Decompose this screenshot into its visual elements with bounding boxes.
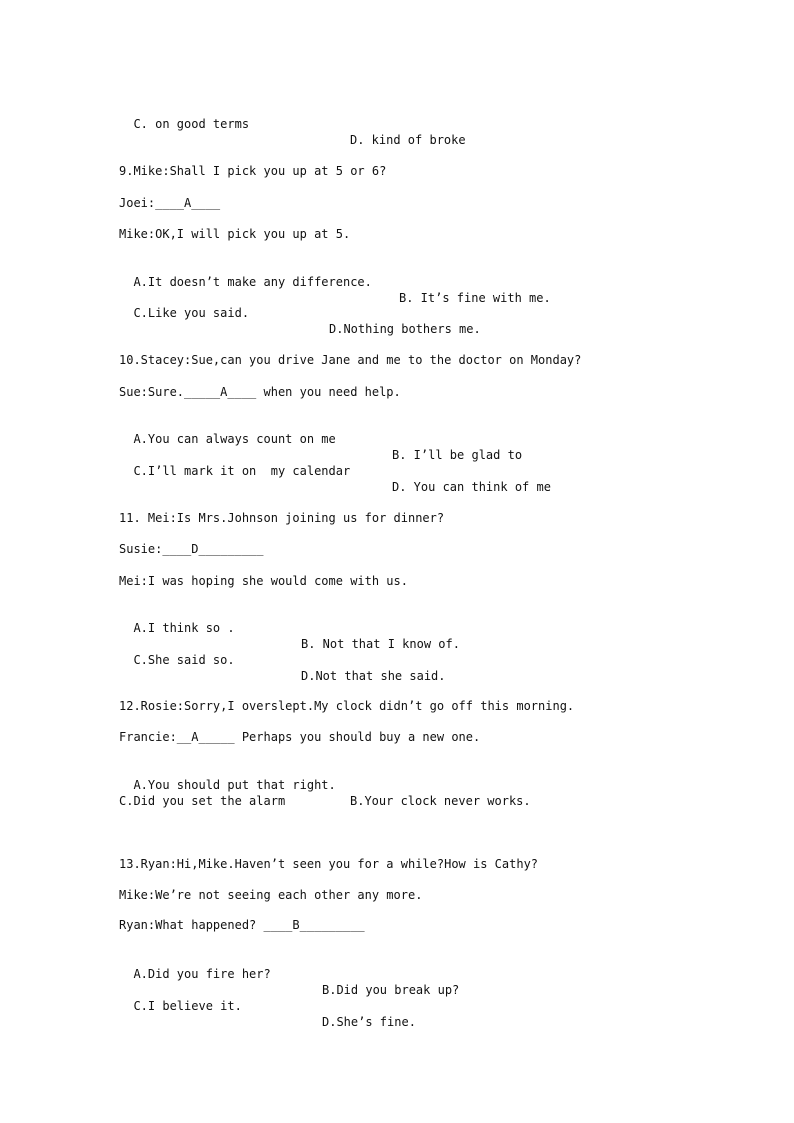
q11-option-a: A.I think so . (133, 621, 235, 635)
q10-answer-line: Sue:Sure._____A____ when you need help. (119, 385, 401, 399)
q9-follow-up: Mike:OK,I will pick you up at 5. (119, 227, 351, 241)
q10-option-c: C.I’ll mark it on my calendar (133, 464, 351, 478)
q9-answer-line: Joei:____A____ (119, 196, 221, 210)
q9-option-b: B. It’s fine with me. (399, 291, 551, 305)
q11-option-d: D.Not that she said. (301, 669, 446, 683)
q12-option-c: C.Did you set the alarm (119, 794, 286, 808)
q13-option-c: C.I believe it. (133, 999, 242, 1013)
q9-prompt: 9.Mike:Shall I pick you up at 5 or 6? (119, 164, 387, 178)
q13-answer-line: Ryan:What happened? ____B_________ (119, 918, 365, 932)
prev-option-d: D. kind of broke (350, 133, 466, 147)
prev-question-options (119, 100, 466, 148)
q11-prompt: 11. Mei:Is Mrs.Johnson joining us for dinner? (119, 511, 445, 525)
prev-option-c: C. on good terms (133, 117, 250, 131)
q13-line2: Mike:We’re not seeing each other any more. (119, 888, 423, 902)
q11-answer-line: Susie:____D_________ (119, 542, 264, 556)
q12-option-a: A.You should put that right. (133, 778, 336, 792)
q9-option-c: C.Like you said. (133, 306, 250, 320)
q13-option-d: D.She’s fine. (322, 1015, 416, 1029)
q11-option-c: C.She said so. (133, 653, 235, 667)
q11-follow-up: Mei:I was hoping she would come with us. (119, 574, 408, 588)
q10-option-a: A.You can always count on me (133, 432, 336, 446)
q9-option-d: D.Nothing bothers me. (329, 322, 481, 336)
q10-prompt: 10.Stacey:Sue,can you drive Jane and me to the doctor on Monday? (119, 353, 582, 367)
q13-option-a: A.Did you fire her? (133, 967, 271, 981)
q12-prompt: 12.Rosie:Sorry,I overslept.My clock didn’t go off this morning. (119, 699, 575, 713)
q9-option-a: A.It doesn’t make any difference. (133, 275, 372, 289)
q10-option-d: D. You can think of me (392, 480, 551, 494)
q12-answer-line: Francie:__A_____ Perhaps you should buy a new one. (119, 730, 481, 744)
q10-option-b: B. I’ll be glad to (392, 448, 523, 462)
q13-prompt: 13.Ryan:Hi,Mike.Haven’t seen you for a while?How is Cathy? (119, 857, 539, 871)
q11-option-b: B. Not that I know of. (301, 637, 460, 651)
q12-option-b: B.Your clock never works. (350, 794, 531, 808)
q13-option-b: B.Did you break up? (322, 983, 460, 997)
